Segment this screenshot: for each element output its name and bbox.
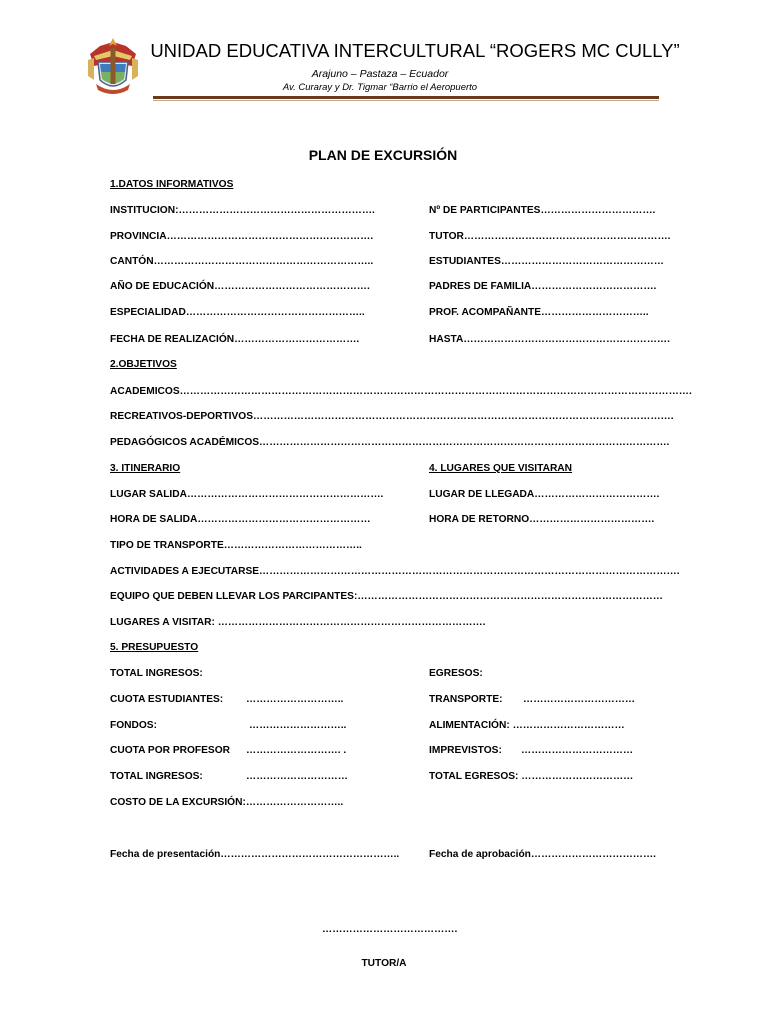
field-equipo[interactable]: EQUIPO QUE DEBEN LLEVAR LOS PARCIPANTES:……………………………………………………………………………… [110, 591, 663, 602]
field-costo-excursion[interactable]: COSTO DE LA EXCURSIÓN:……………………….. [110, 797, 344, 808]
label-cuota-profesor: CUOTA POR PROFESOR [110, 745, 230, 756]
field-provincia[interactable]: PROVINCIA……………………………………………………. [110, 231, 374, 242]
school-name: UNIDAD EDUCATIVA INTERCULTURAL “ROGERS MC CULLY” [150, 40, 680, 61]
label-fondos: FONDOS: [110, 720, 157, 731]
field-hasta[interactable]: HASTA……………………………………………………. [429, 334, 670, 345]
label-imprevistos: IMPREVISTOS: [429, 745, 502, 756]
section-objetivos: 2.OBJETIVOS [110, 359, 177, 370]
field-hora-retorno[interactable]: HORA DE RETORNO………………………………. [429, 514, 655, 525]
signature-label: TUTOR/A [361, 958, 407, 969]
section-presupuesto: 5. PRESUPUESTO [110, 642, 199, 653]
header-divider [153, 96, 659, 99]
field-canton[interactable]: CANTÓN……………………………………………………….. [110, 256, 374, 267]
school-location: Arajuno – Pastaza – Ecuador [311, 68, 449, 80]
section-datos-informativos: 1.DATOS INFORMATIVOS [110, 179, 234, 190]
header-divider-light [153, 100, 659, 101]
field-tipo-transporte[interactable]: TIPO DE TRANSPORTE………………………………….. [110, 540, 362, 551]
field-transporte[interactable]: …………………………… [523, 694, 636, 705]
label-egresos-header: EGRESOS: [429, 668, 483, 679]
field-alimentacion[interactable]: ALIMENTACIÓN: …………………………… [429, 720, 625, 731]
field-recreativos-deportivos[interactable]: RECREATIVOS-DEPORTIVOS……………………………………………………………………………………………………………. [110, 411, 674, 422]
field-imprevistos[interactable]: …………………………… [521, 745, 634, 756]
field-hora-salida[interactable]: HORA DE SALIDA…………………………………………… [110, 514, 371, 525]
label-transporte: TRANSPORTE: [429, 694, 503, 705]
section-lugares-visitaran: 4. LUGARES QUE VISITARAN [429, 463, 573, 474]
school-address: Av. Curaray y Dr. Tigmar “Barrio el Aeropuerto [282, 82, 478, 93]
label-total-ingresos-header: TOTAL INGRESOS: [110, 668, 203, 679]
field-padres-familia[interactable]: PADRES DE FAMILIA………………………………. [429, 281, 657, 292]
field-cuota-profesor[interactable]: ………………………. . [246, 745, 347, 756]
section-itinerario: 3. ITINERARIO [110, 463, 181, 474]
field-actividades[interactable]: ACTIVIDADES A EJECUTARSE……………………………………………………………………………………………………………. [110, 566, 680, 577]
signature-line[interactable]: …………………………………. [322, 924, 458, 935]
field-estudiantes[interactable]: ESTUDIANTES………………………………………… [429, 256, 664, 267]
field-tutor[interactable]: TUTOR……………………………………………………. [429, 231, 671, 242]
field-especialidad[interactable]: ESPECIALIDAD…………………………………………….. [110, 307, 365, 318]
field-lugar-llegada[interactable]: LUGAR DE LLEGADA………………………………. [429, 489, 660, 500]
document-title: PLAN DE EXCURSIÓN [308, 147, 458, 163]
field-pedagogicos-academicos[interactable]: PEDAGÓGICOS ACADÉMICOS…………………………………………………………………………………………………………. [110, 437, 670, 448]
field-participantes[interactable]: Nº DE PARTICIPANTES……………………………. [429, 205, 656, 216]
field-fecha-realizacion[interactable]: FECHA DE REALIZACIÓN………………………………. [110, 334, 360, 345]
field-institucion[interactable]: INSTITUCION:…………………………………………………. [110, 205, 375, 216]
field-anio-educacion[interactable]: AÑO DE EDUCACIÓN………………………………………. [110, 281, 370, 292]
field-prof-acompanante[interactable]: PROF. ACOMPAÑANTE………………………….. [429, 307, 649, 318]
field-total-ingresos[interactable]: ………………………… [246, 771, 348, 782]
field-fondos[interactable]: ……………………….. [249, 720, 347, 731]
school-crest-icon [86, 36, 140, 98]
field-fecha-aprobacion[interactable]: Fecha de aprobación………………………………. [429, 849, 656, 860]
field-lugar-salida[interactable]: LUGAR SALIDA…………………………………………………. [110, 489, 384, 500]
field-cuota-estudiantes[interactable]: ……………………….. [246, 694, 344, 705]
field-academicos[interactable]: ACADEMICOS……………………………………………………………………………………………………………………………………. [110, 386, 692, 397]
field-total-egresos[interactable]: TOTAL EGRESOS: …………………………… [429, 771, 634, 782]
field-lugares-visitar[interactable]: LUGARES A VISITAR: ……………………………………………………………………. [110, 617, 486, 628]
label-cuota-estudiantes: CUOTA ESTUDIANTES: [110, 694, 224, 705]
label-total-ingresos: TOTAL INGRESOS: [110, 771, 203, 782]
field-fecha-presentacion[interactable]: Fecha de presentación…………………………………………….. [110, 849, 400, 860]
